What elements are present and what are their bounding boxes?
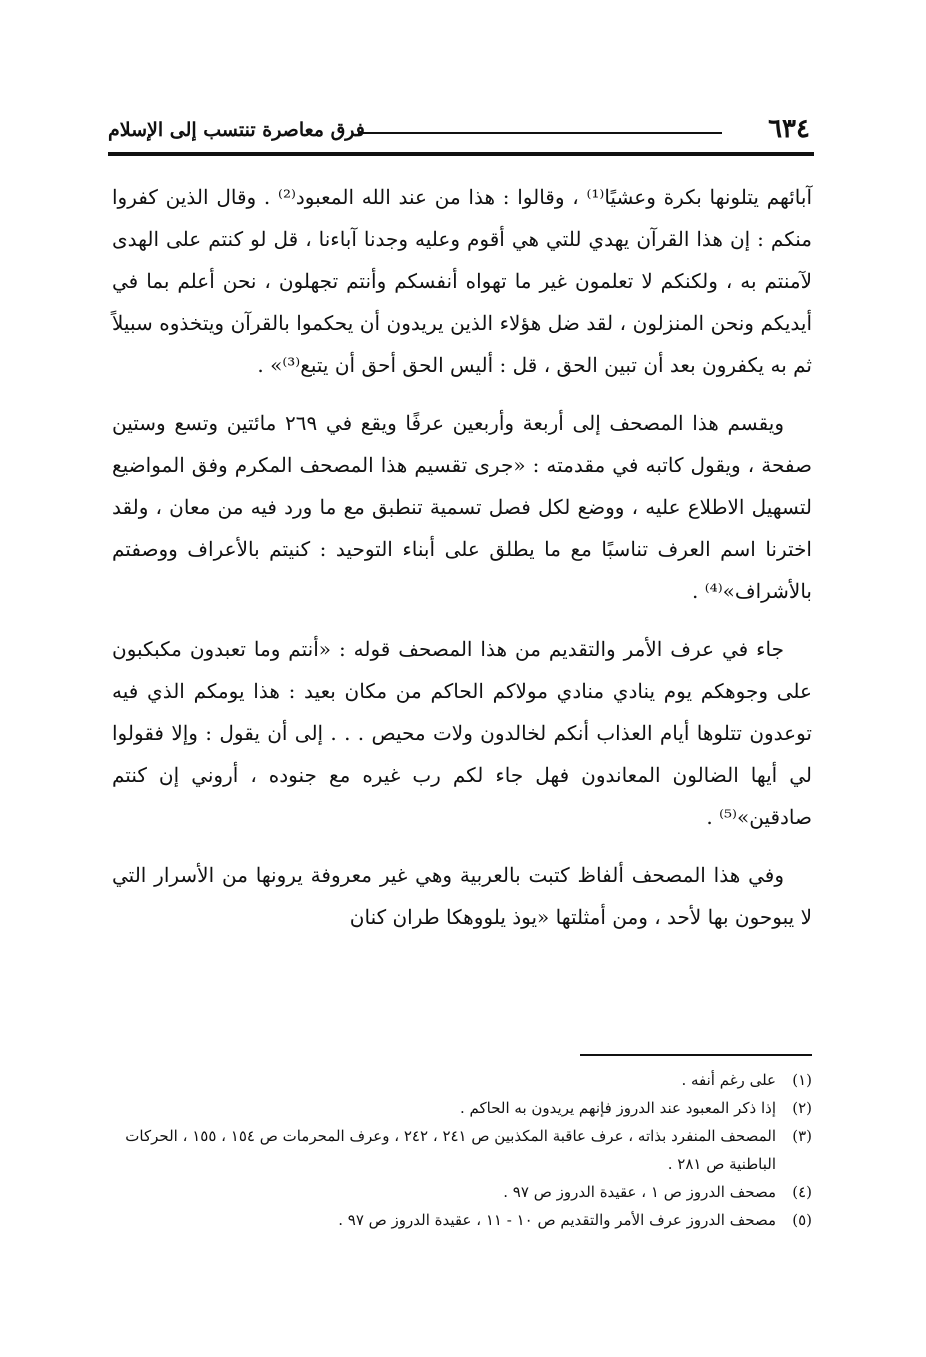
paragraph: ويقسم هذا المصحف إلى أربعة وأربعين عرفًا ويقع في ٢٦٩ مائتين وتسع وستين صفحة ، ويقول كاتبه في مقدمته : «جرى تقسيم هذا المصحف المكرم وفق المواضيع لتسهيل الاطلاع عليه ، ووضع لكل فصل تسمية تنطبق مع ما ورد فيه من معان ، ولقد اخترنا اسم العرف تناسبًا مع ما يطلق على أبناء التوحيد : كنيتم بالأعراف ووصفتم بالأشراف»⁽⁴⁾ . xyxy=(112,411,812,603)
footnote-number: (١) xyxy=(792,1071,812,1089)
paragraph: جاء في عرف الأمر والتقديم من هذا المصحف قوله : «أنتم وما تعبدون مكبكبون على وجوهكم يوم ينادي منادي مولاكم الحاكم من مكان بعيد : هذا يومكم الذي فيه توعدون تتلوها أيام العذاب أنكم لخالدون ولات محيص . . . إلى أن يقول : وإلا فقولوا لي أيها الضالون المعاندون فهل جاء لكم رب غيره مع جنوده ، أروني إن كنتم صادقين»⁽⁵⁾ . xyxy=(112,637,812,829)
footnote-text: على رغم أنفه . xyxy=(681,1071,776,1089)
footnote-text: إذا ذكر المعبود عند الدروز فإنهم يريدون به الحاكم . xyxy=(460,1099,776,1117)
paragraph: آبائهم يتلونها بكرة وعشيًا⁽¹⁾ ، وقالوا : هذا من عند الله المعبود⁽²⁾ . وقال الذين كفروا منكم : إن هذا القرآن يهدي للتي هي أقوم وعليه وجدنا آباءنا ، قل لو كنتم على الهدى لآمنتم به ، ولكنكم لا تعلمون غير ما تهواه أنفسكم وأنتم تجهلون ، نحن أعلم بما في أيديكم ونحن المنزلون ، لقد ضل هؤلاء الذين يريدون أن يحكموا بالقرآن ويتخذوه سبيلاً ثم به يكفرون بعد أن تبين الحق ، قل : أليس الحق أحق أن يتبع⁽³⁾» . xyxy=(112,185,813,377)
footnote-text: مصحف الدروز عرف الأمر والتقديم ص ١٠ - ١١ ، عقيدة الدروز ص ٩٧ . xyxy=(338,1211,776,1229)
footnote-number: (٥) xyxy=(792,1211,812,1229)
footnotes xyxy=(112,1066,812,1234)
running-title: فرق معاصرة تنتسب إلى الإسلام xyxy=(108,119,365,141)
footnote-number: (٣) xyxy=(792,1127,812,1145)
page-header xyxy=(108,110,814,150)
main-text xyxy=(112,176,812,954)
footnote xyxy=(112,1206,812,1234)
footnote-text: المصحف المنفرد بذاته ، عرف عاقبة المكذبين ص ٢٤١ ، ٢٤٢ ، وعرف المحرمات ص ١٥٤ ، ١٥٥ ، الحركات الباطنية ص ٢٨١ . xyxy=(125,1127,776,1173)
footnote-text: مصحف الدروز ص ١ ، عقيدة الدروز ص ٩٧ . xyxy=(503,1183,776,1201)
footnote xyxy=(112,1178,812,1206)
header-rule xyxy=(108,152,814,156)
footnote xyxy=(112,1066,812,1094)
footnote-number: (٢) xyxy=(792,1099,812,1117)
footnote-number: (٤) xyxy=(792,1183,812,1201)
header-dash xyxy=(358,132,722,134)
footnote xyxy=(112,1094,812,1122)
page-number: ٦٣٤ xyxy=(768,114,810,144)
footnote-separator xyxy=(580,1054,812,1056)
paragraph: وفي هذا المصحف ألفاظ كتبت بالعربية وهي غير معروفة يرونها من الأسرار التي لا يبوحون بها لأحد ، ومن أمثلتها «يوذ يلووهكا طران كنان xyxy=(112,863,812,929)
footnote xyxy=(112,1122,812,1178)
